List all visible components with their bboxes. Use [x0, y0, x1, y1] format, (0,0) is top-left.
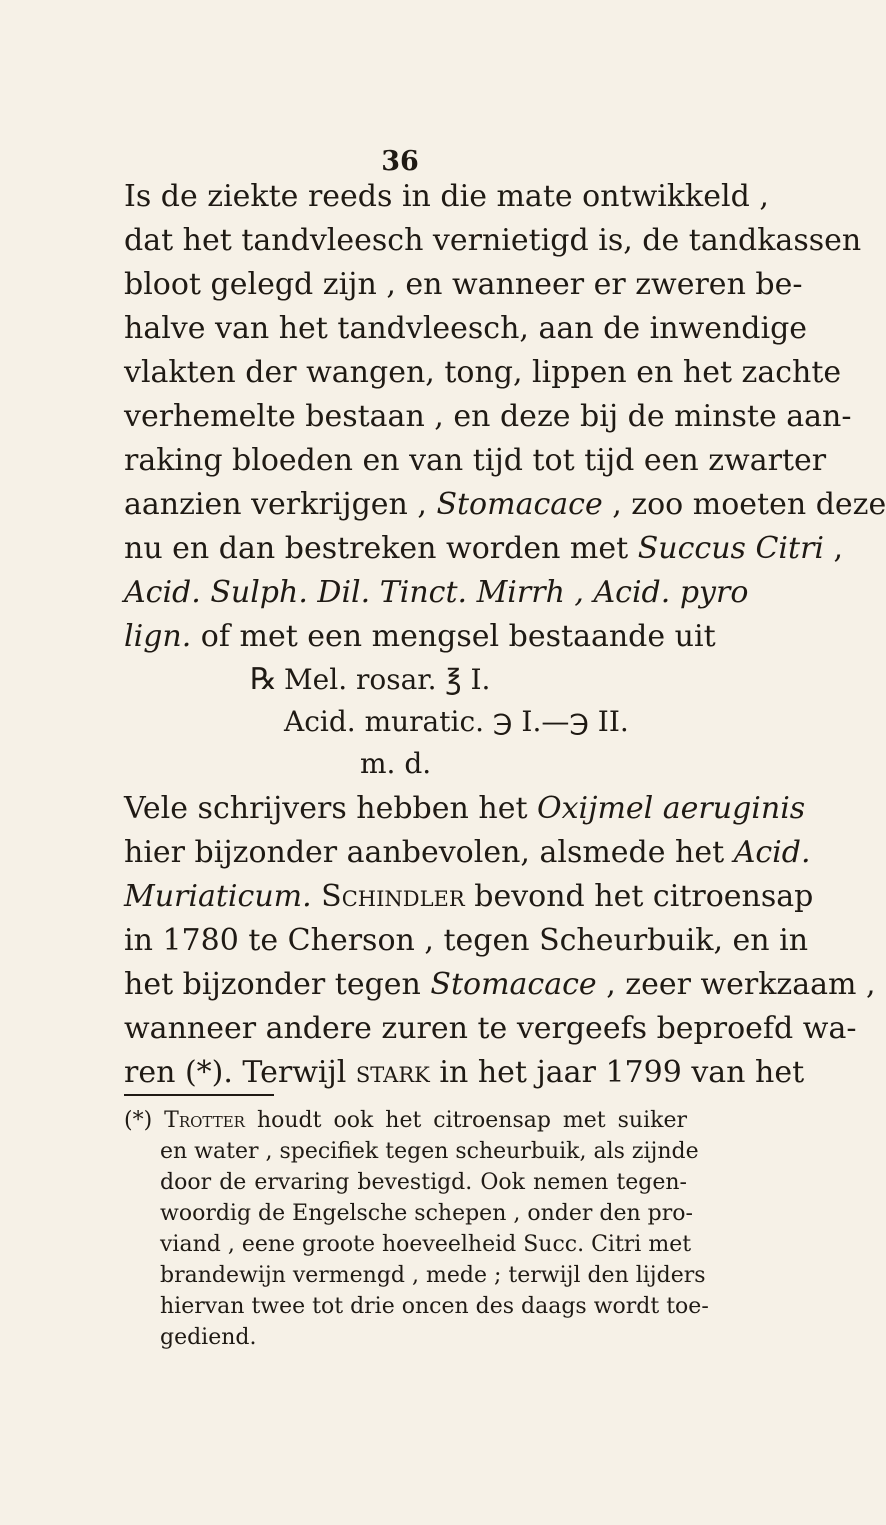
text-line	[124, 964, 876, 1006]
text-span: het bijzonder tegen	[124, 967, 431, 1002]
text-span: houdt ook het citroensap met suiker	[244, 1108, 687, 1133]
text-line: Acid. Sulph. Dil. Tinct. Mirrh , Acid. pyro	[124, 575, 749, 610]
footnote-line: gediend.	[160, 1325, 257, 1350]
italic-term: Stomacace	[436, 487, 603, 522]
text-line: bloot gelegd zijn , en wanneer er zweren be-	[124, 267, 803, 302]
text-line	[124, 832, 811, 874]
italic-term: Succus Citri	[637, 531, 825, 566]
text-line	[124, 1052, 805, 1094]
text-span: , zoo moeten deze	[602, 487, 886, 522]
text-line	[124, 528, 844, 570]
text-span: nu en dan bestreken worden met	[124, 531, 638, 566]
text-line: wanneer andere zuren te vergeefs beproefd wa-	[124, 1011, 857, 1046]
text-line: in 1780 te Cherson , tegen Scheurbuik, en in	[124, 923, 809, 958]
italic-term: Oxijmel aeruginis	[537, 791, 806, 826]
recipe-line	[250, 660, 490, 700]
text-line	[124, 616, 716, 658]
page-number: 36	[381, 146, 419, 177]
text-span: Vele schrijvers hebben het	[124, 791, 538, 826]
author-name: Trotter	[164, 1108, 245, 1133]
italic-term: lign.	[124, 619, 192, 654]
text-line	[124, 484, 886, 526]
text-span: in het jaar 1799 van het	[429, 1055, 805, 1090]
text-line: dat het tandvleesch vernietigd is, de tandkassen	[124, 223, 862, 258]
italic-term: Acid.	[733, 835, 811, 870]
recipe-line: Acid. muratic. ℈ I.—℈ II.	[284, 705, 629, 738]
italic-term: Muriaticum.	[124, 879, 312, 914]
text-line: Is de ziekte reeds in die mate ontwikkeld ,	[124, 179, 769, 214]
footnote-marker: (*)	[124, 1108, 165, 1133]
text-line: verhemelte bestaan , en deze bij de minste aan-	[124, 399, 852, 434]
text-span: bevond het citroensap	[464, 879, 814, 914]
footnote-line: woordig de Engelsche schepen , onder den pro-	[160, 1201, 693, 1226]
footnote-line	[124, 1106, 687, 1135]
footnote-line: viand , eene groote hoeveelheid Succ. Citri met	[160, 1232, 692, 1257]
footnote-line: brandewijn vermengd , mede ; terwijl den lijders	[160, 1263, 706, 1288]
text-line: raking bloeden en van tijd tot tijd een zwarter	[124, 443, 827, 478]
footnote-rule	[124, 1094, 274, 1096]
footnote-line: door de ervaring bevestigd. Ook nemen tegen-	[160, 1170, 687, 1195]
italic-term: Stomacace	[430, 967, 597, 1002]
text-span: hier bijzonder aanbevolen, alsmede het	[124, 835, 734, 870]
footnote-line: en water , specifiek tegen scheurbuik, als zijnde	[160, 1139, 699, 1164]
text-span: aanzien verkrijgen ,	[124, 487, 437, 522]
author-name: Schindler	[311, 879, 465, 914]
text-line: vlakten der wangen, tong, lippen en het zachte	[124, 355, 842, 390]
text-span: ren (*). Terwijl	[124, 1055, 356, 1090]
text-line: halve van het tandvleesch, aan de inwendige	[124, 311, 808, 346]
recipe-symbol: ℞	[250, 662, 277, 697]
text-span: ,	[824, 531, 844, 566]
recipe-line: m. d.	[360, 747, 432, 780]
text-span: of met een mengsel bestaande uit	[191, 619, 716, 654]
text-line	[124, 788, 806, 830]
text-span: , zeer werkzaam ,	[596, 967, 876, 1002]
author-name: stark	[355, 1055, 430, 1090]
recipe-text: Mel. rosar. ℥ I.	[284, 663, 491, 696]
footnote-line: hiervan twee tot drie oncen des daags wordt toe-	[160, 1294, 709, 1319]
text-line	[124, 876, 814, 918]
